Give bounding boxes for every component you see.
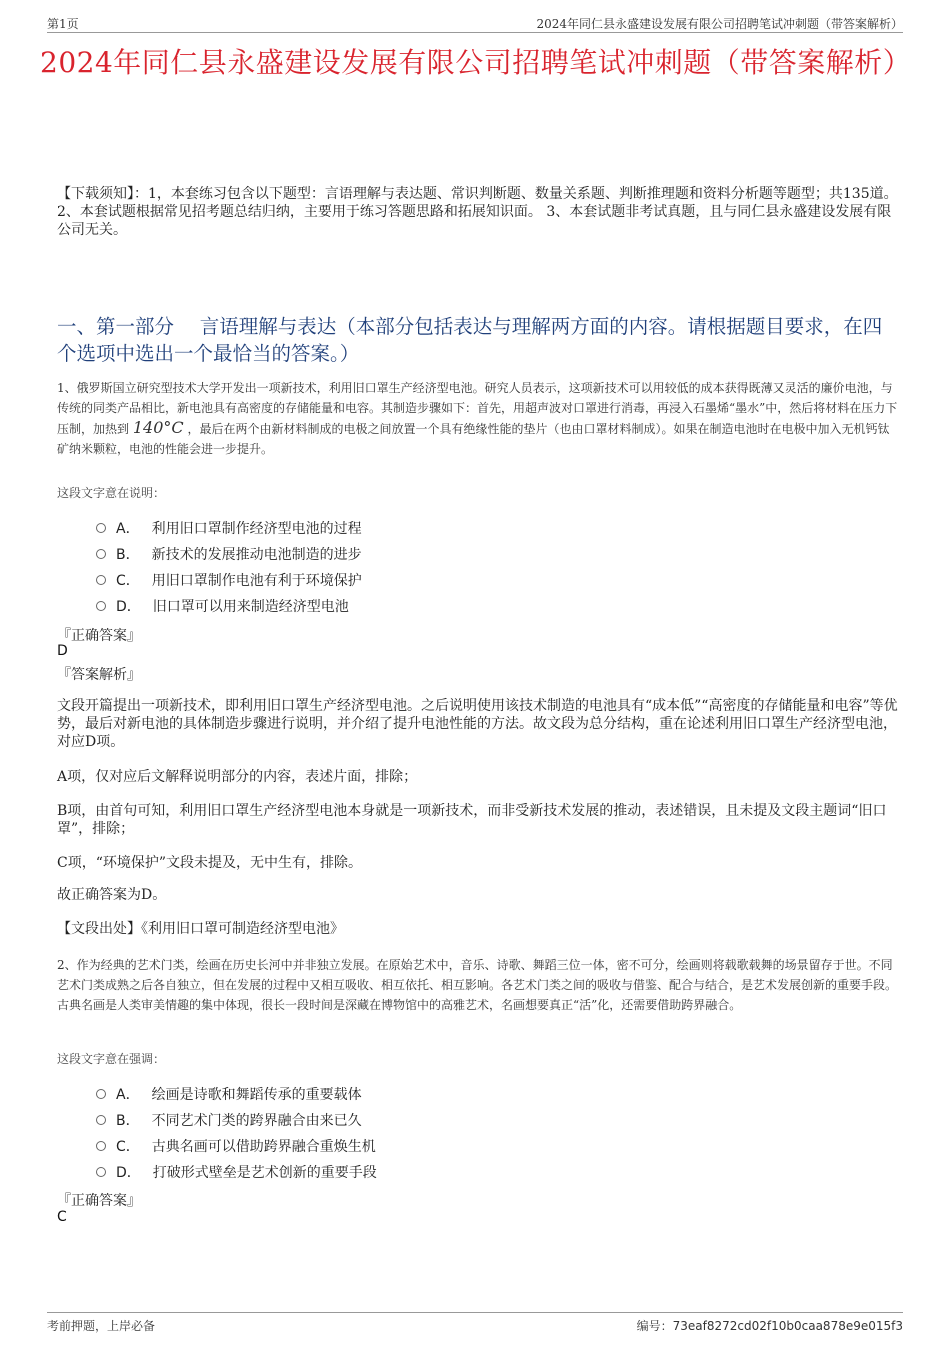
question-1-stem: 1、俄罗斯国立研究型技术大学开发出一项新技术，利用旧口罩生产经济型电池。研究人员表示，这项新技术可以用较低的成本获得既薄又灵活的廉价电池，与传统的同类产品相比，新电池具有高密度的存储能量和电容。其制造步骤如下：首先，用超声波对口罩进行消毒，再浸入石墨烯“墨水”中，然后将材料在压力下压制，加热到 140°C ，最后在两个由新材料制成的电极之间放置一个具有绝缘性能的垫片（也由口罩材料制成）。如果在制造电池时在电极中加入无机钙钛矿纳米颗粒，电池的性能会进一步提升。 bbox=[57, 381, 898, 456]
analysis-paragraph: C项，“环境保护”文段未提及，无中生有，排除。 bbox=[57, 855, 363, 871]
option-a[interactable]: A． 绘画是诗歌和舞蹈传承的重要载体 bbox=[96, 1081, 377, 1107]
correct-answer: C bbox=[57, 1209, 67, 1225]
page-header bbox=[47, 12, 903, 33]
temperature-formula: 140°C bbox=[132, 418, 184, 437]
analysis-heading: 『答案解析』 bbox=[57, 667, 141, 683]
option-d[interactable]: D． 打破形式壁垒是艺术创新的重要手段 bbox=[96, 1159, 377, 1185]
radio-icon[interactable] bbox=[96, 1141, 106, 1151]
radio-icon[interactable] bbox=[96, 601, 106, 611]
radio-icon[interactable] bbox=[96, 549, 106, 559]
option-c[interactable]: C． 用旧口罩制作电池有利于环境保护 bbox=[96, 567, 362, 593]
option-d[interactable]: D． 旧口罩可以用来制造经济型电池 bbox=[96, 593, 362, 619]
correct-answer: D bbox=[57, 643, 68, 659]
download-notice: 【下载须知】：1，本套练习包含以下题型：言语理解与表达题、常识判断题、数量关系题、判断推理题和资料分析题等题型；共135道。 2、本套试题根据常见招考题总结归纳，主要用于练习答题思路和拓展知识面。 3、本套试题非考试真题，且与同仁县永盛建设发展有限公司无关。 bbox=[57, 186, 898, 238]
analysis-paragraph: 故正确答案为D。 bbox=[57, 887, 167, 903]
option-a[interactable]: A． 利用旧口罩制作经济型电池的过程 bbox=[96, 515, 362, 541]
analysis-paragraph: A项，仅对应后文解释说明部分的内容，表述片面，排除； bbox=[57, 769, 418, 785]
option-c[interactable]: C． 古典名画可以借助跨界融合重焕生机 bbox=[96, 1133, 377, 1159]
radio-icon[interactable] bbox=[96, 575, 106, 585]
radio-icon[interactable] bbox=[96, 1167, 106, 1177]
analysis-paragraph: B项，由首句可知，利用旧口罩生产经济型电池本身就是一项新技术，而非受新技术发展的推动，表述错误，且未提及文段主题词“旧口罩”，排除； bbox=[57, 803, 887, 837]
document-title: 2024年同仁县永盛建设发展有限公司招聘笔试冲刺题（带答案解析） bbox=[40, 46, 912, 79]
section-title: 一、第一部分 言语理解与表达（本部分包括表达与理解两方面的内容。请根据题目要求，在四个选项中选出一个最恰当的答案。） bbox=[57, 315, 883, 365]
analysis-paragraph: 文段开篇提出一项新技术，即利用旧口罩生产经济型电池。之后说明使用该技术制造的电池具有“成本低”“高密度的存储能量和电容”等优势，最后对新电池的具体制造步骤进行说明，并介绍了提升电池性能的方法。故文段为总分结构，重在论述利用旧口罩生产经济型电池，对应D项。 bbox=[57, 698, 898, 750]
answer-heading: 『正确答案』 bbox=[57, 628, 141, 644]
radio-icon[interactable] bbox=[96, 523, 106, 533]
question-2-prompt: 这段文字意在强调： bbox=[57, 1052, 166, 1066]
answer-heading: 『正确答案』 bbox=[57, 1193, 141, 1209]
question-2-stem: 2、作为经典的艺术门类，绘画在历史长河中并非独立发展。在原始艺术中，音乐、诗歌、舞蹈三位一体，密不可分，绘画则将载歌载舞的场景留存于世。不同艺术门类成熟之后各自独立，但在发展的过程中又相互吸收、相互依托、相互影响。各艺术门类之间的吸收与借鉴、配合与结合，是艺术发展创新的重要手段。古典名画是人类审美情趣的集中体现，很长一段时间是深藏在博物馆中的高雅艺术，名画想要真正“活”化，还需要借助跨界融合。 bbox=[57, 958, 898, 1012]
question-1-options bbox=[96, 515, 362, 619]
radio-icon[interactable] bbox=[96, 1115, 106, 1125]
radio-icon[interactable] bbox=[96, 1089, 106, 1099]
source-citation: 【文段出处】《利用旧口罩可制造经济型电池》 bbox=[57, 921, 344, 937]
header-doc-title: 2024年同仁县永盛建设发展有限公司招聘笔试冲刺题（带答案解析） bbox=[536, 17, 903, 31]
page-number: 第1页 bbox=[47, 17, 79, 31]
page-footer bbox=[47, 1312, 903, 1335]
document-code: 编号：73eaf8272cd02f10b0caa878e9e015f3 bbox=[636, 1319, 903, 1333]
footer-slogan: 考前押题，上岸必备 bbox=[47, 1319, 156, 1333]
option-b[interactable]: B． 新技术的发展推动电池制造的进步 bbox=[96, 541, 362, 567]
question-1-prompt: 这段文字意在说明： bbox=[57, 486, 166, 500]
question-2-options bbox=[96, 1081, 377, 1185]
option-b[interactable]: B． 不同艺术门类的跨界融合由来已久 bbox=[96, 1107, 377, 1133]
